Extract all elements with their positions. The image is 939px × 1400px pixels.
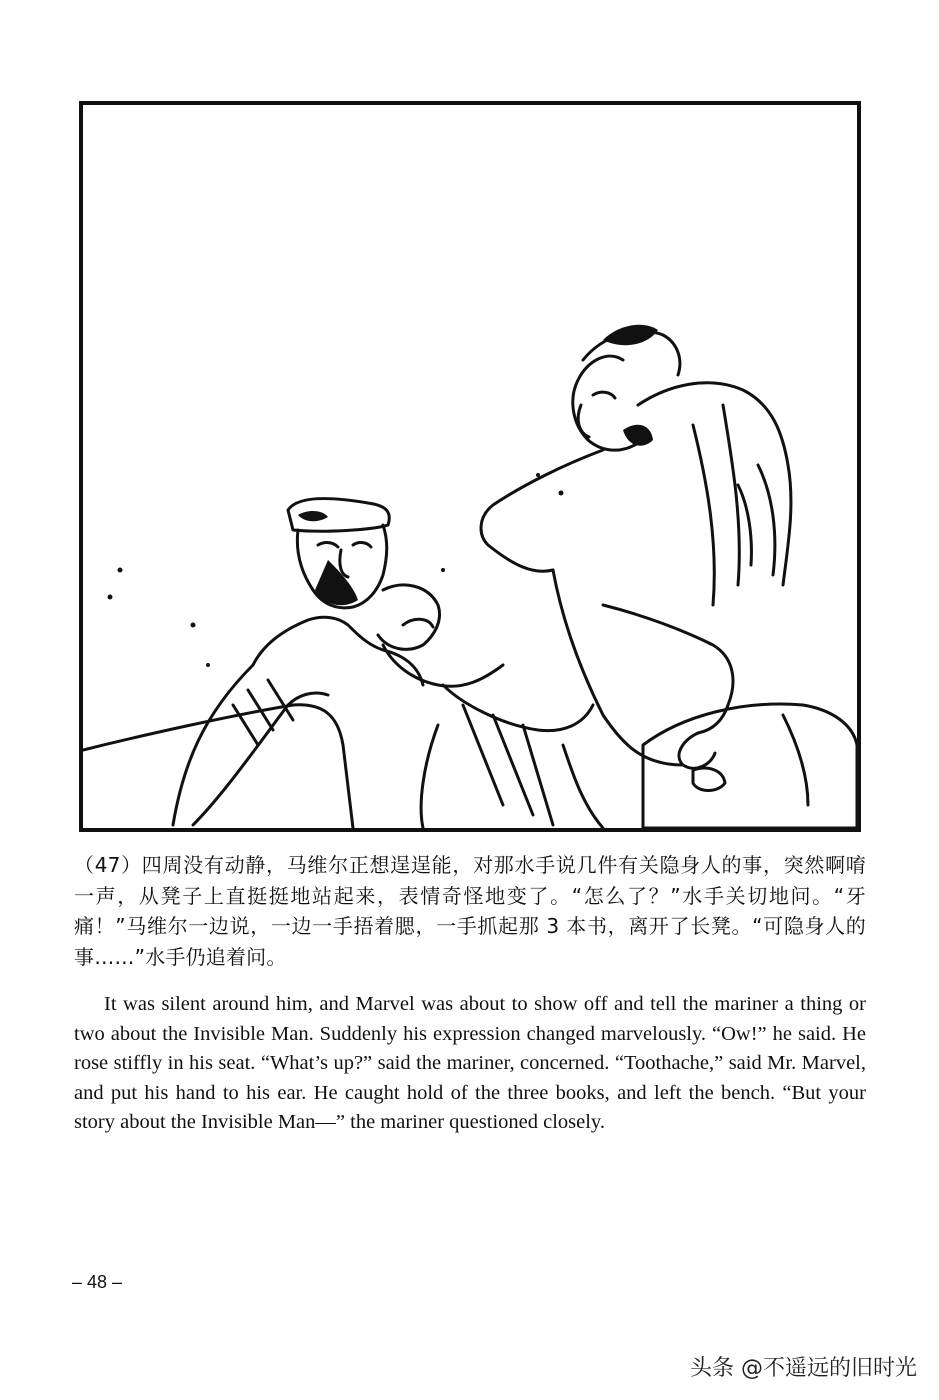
- caption-chinese: （47）四周没有动静，马维尔正想逞逞能，对那水手说几件有关隐身人的事，突然啊唷一声，从凳子上直挺挺地站起来，表情奇怪地变了。“怎么了？”水手关切地问。“牙痛！”马维尔一边说，一边一手捂着腮，一手抓起那 3 本书，离开了长凳。“可隐身人的事……”水手仍追着问。: [74, 853, 866, 969]
- caption-english: It was silent around him, and Marvel was about to show off and tell the mariner a thing or two about the Invisible Man. Suddenly his expression changed marvelously. “Ow!” he said. He rose stiffly in his seat. “What’s up?” said the mariner, concerned. “Toothache,” said Mr. Marvel, and put his hand to his ear. He caught hold of the three books, and left the bench. “But your story about the Invisible Man—” the mariner questioned closely.: [74, 993, 866, 1133]
- marvel-head: [378, 585, 440, 649]
- mariner-jacket: [253, 617, 423, 685]
- illustration-panel: [79, 101, 861, 832]
- page-number: – 48 –: [72, 1272, 123, 1292]
- bench-ledge: [83, 705, 353, 828]
- ink-illustration-mariner-and-marvel: [83, 105, 857, 828]
- watermark: 头条 @不遥远的旧时光: [690, 1356, 917, 1381]
